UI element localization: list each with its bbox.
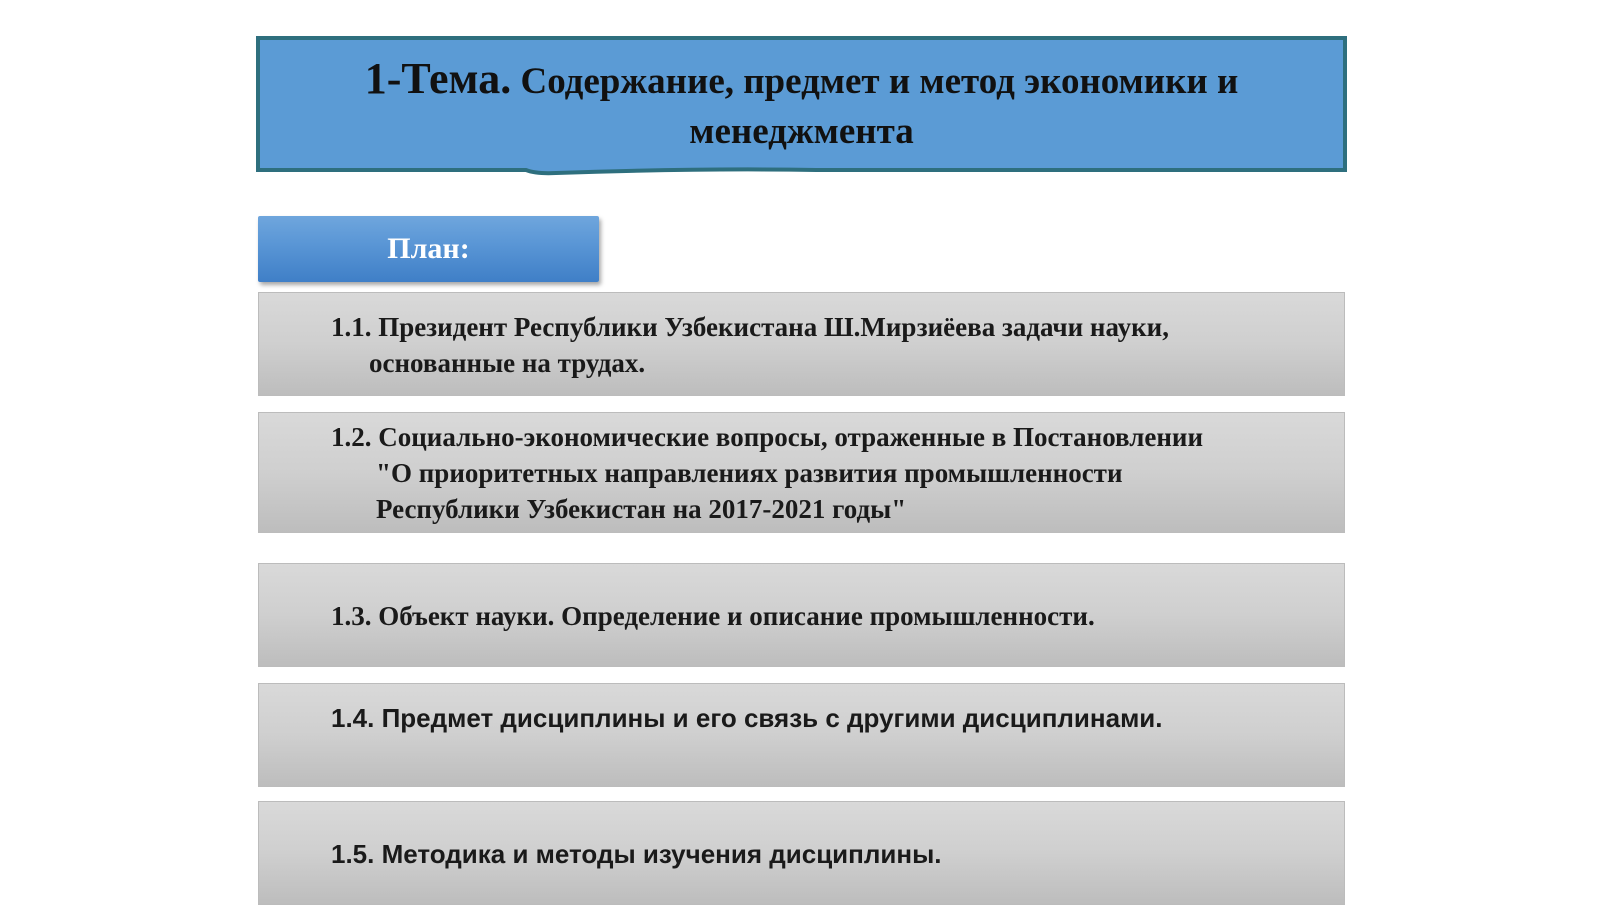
plan-item-1-4: [258, 683, 1345, 787]
plan-item-1-2: [258, 412, 1345, 533]
plan-label-box: [258, 216, 599, 282]
title-banner: [256, 36, 1347, 176]
plan-item-text: [331, 419, 1324, 527]
plan-item-text: [331, 836, 1324, 872]
title-prefix: 1-Тема.: [364, 54, 512, 103]
plan-label: План:: [387, 232, 470, 265]
plan-item-line: 1.3. Объект науки. Определение и описание промышленности.: [331, 601, 1095, 631]
plan-item-line: основанные на трудах.: [369, 348, 646, 378]
plan-item-line: 1.4. Предмет дисциплины и его связь с другими дисциплинами.: [331, 703, 1163, 733]
plan-item-line: 1.1. Президент Республики Узбекистана Ш.Мирзиёева задачи науки,: [331, 312, 1169, 342]
plan-item-line: "О приоритетных направлениях развития промышленности: [376, 458, 1123, 488]
plan-item-1-3: [258, 563, 1345, 667]
page-title: [276, 54, 1327, 157]
plan-item-line: Республики Узбекистан на 2017-2021 годы": [376, 494, 907, 524]
plan-item-text: [331, 700, 1324, 736]
plan-item-1-5: [258, 801, 1345, 905]
plan-item-line: 1.5. Методика и методы изучения дисциплины.: [331, 839, 942, 869]
plan-item-1-1: [258, 292, 1345, 396]
plan-item-line: 1.2. Социально-экономические вопросы, отраженные в Постановлении: [331, 422, 1204, 452]
title-main: Содержание, предмет и метод экономики и менеджмента: [520, 61, 1239, 152]
plan-item-text: [331, 309, 1324, 381]
plan-item-text: [331, 598, 1324, 634]
